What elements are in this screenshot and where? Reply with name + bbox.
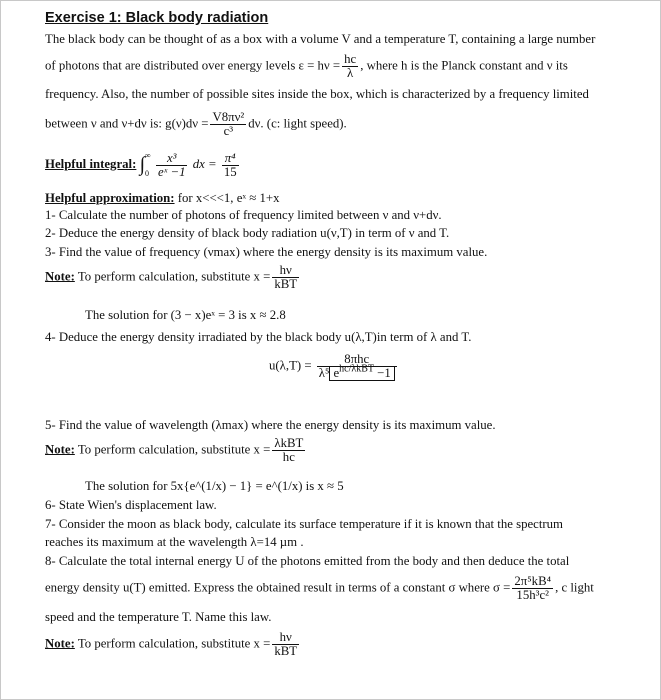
density-fraction: $\frac{\text{V8πν²}}{\text{c³}}$ (212, 110, 245, 138)
question-7-line-1: 7- Consider the moon as black body, calculate its surface temperature if it is known that the spectrum (45, 517, 563, 531)
helpful-approximation: Helpful approximation: for x<<<1, eˣ ≈ 1+x (45, 191, 280, 205)
question-4: 4- Deduce the energy density irradiated by the black body u(λ,T)in term of λ and T. (45, 330, 472, 344)
sigma-fraction: $\frac{\text{2π⁵kB⁴}}{\text{15h³c²}}$ (514, 574, 552, 602)
intro-line-1: The black body can be thought of as a box with a volume V and a temperature T, containing a large number (45, 32, 596, 46)
intro-line-4: between ν and ν+dν is: g(ν)dν = $\frac{\text{V8πν²}}{\text{c³}}$ dν. (c: light speed). (45, 110, 347, 138)
intro-line-2: of photons that are distributed over energy levels ε = hν = $\frac{hc}{\lambda}$ , where h is the Planck constant and ν its (45, 52, 568, 80)
formula-u-lambda: u(λ,T) = $\frac{\text{8πhc}}{\lambda^5 e^{hc/\lambda kBT} -1}$ (269, 353, 399, 380)
exercise-title: Exercise 1: Black body radiation (45, 10, 269, 26)
energy-fraction: $\frac{hc}{\lambda}$ (344, 52, 357, 80)
question-1: 1- Calculate the number of photons of frequency limited between ν and ν+dν. (45, 208, 442, 222)
question-8-line-3: speed and the temperature T. Name this law. (45, 610, 272, 624)
question-8-line-1: 8- Calculate the total internal energy U of the photons emitted from the body and then deduce the total (45, 554, 570, 568)
helpful-integral: Helpful integral: ∫ ∞ 0 $\frac{\text{x³}}{\text{eˣ −1}}$ dx = $\frac{\text{π⁴}}{15}$ (45, 150, 237, 179)
question-2: 2- Deduce the energy density of black body radiation u(ν,T) in term of ν and T. (45, 226, 450, 240)
solution-1: The solution for (3 − x)eˣ = 3 is x ≈ 2.8 (85, 308, 286, 322)
note-3: Note: To perform calculation, substitute x = $\frac{h\nu}{\text{kBT}}$ (45, 630, 298, 658)
note-1: Note: To perform calculation, substitute x = $\frac{h\nu}{\text{kBT}}$ (45, 263, 298, 291)
question-5: 5- Find the value of wavelength (λmax) where the energy density is its maximum value. (45, 418, 496, 432)
question-6: 6- State Wien's displacement law. (45, 498, 217, 512)
note-2: Note: To perform calculation, substitute x = $\frac{\text{λkBT}}{hc}$ (45, 436, 304, 464)
question-8-line-2: energy density u(T) emitted. Express the obtained result in terms of a constant σ where σ = $\frac{\text{2π⁵kB⁴}}{\text{15h³c²}}$ , c light (45, 574, 594, 602)
solution-2: The solution for 5x{e^(1/x) − 1} = e^(1/x) is x ≈ 5 (85, 479, 344, 493)
intro-line-3: frequency. Also, the number of possible sites inside the box, which is characterized by a frequency limited (45, 87, 589, 101)
question-7-line-2: reaches its maximum at the wavelength λ=14 µm . (45, 535, 304, 549)
integral-sign: ∫ (139, 153, 146, 176)
question-3: 3- Find the value of frequency (νmax) where the energy density is its maximum value. (45, 245, 488, 259)
